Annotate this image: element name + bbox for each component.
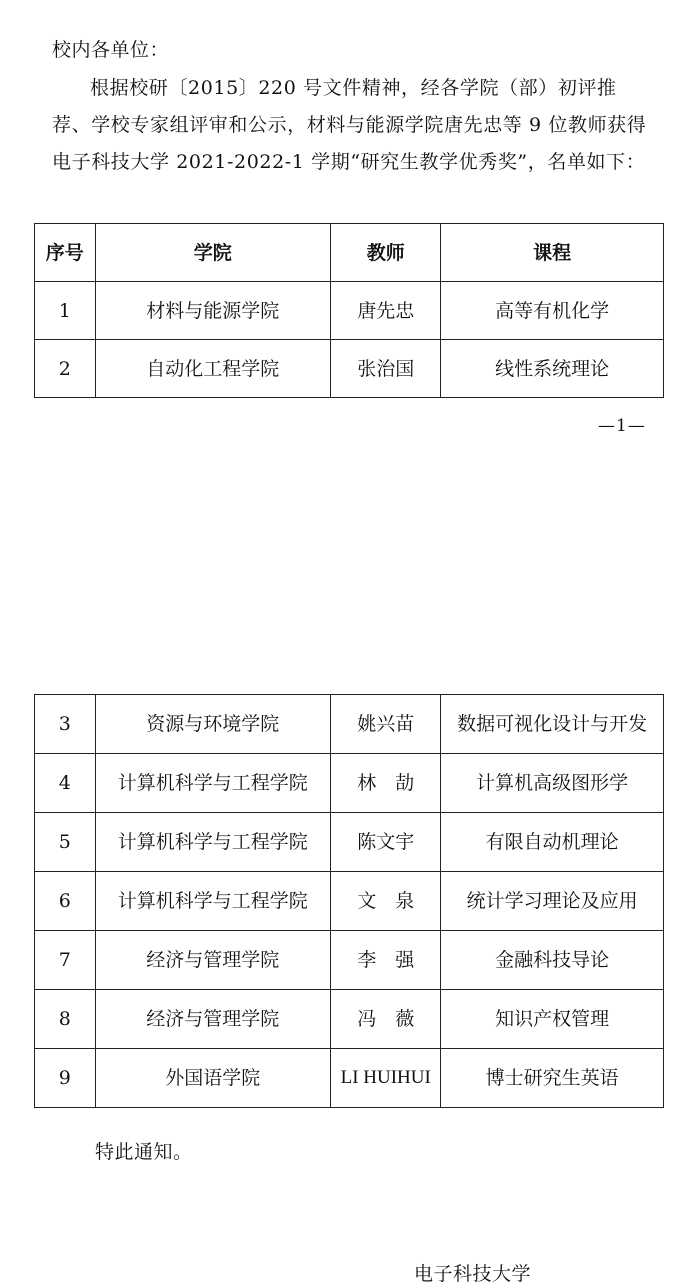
cell-no: 9	[35, 1049, 96, 1108]
cell-college: 计算机科学与工程学院	[95, 813, 331, 872]
page-number: —1—	[598, 416, 646, 436]
cell-course: 统计学习理论及应用	[441, 872, 664, 931]
cell-teacher: 陈文宇	[331, 813, 441, 872]
cell-college: 计算机科学与工程学院	[95, 754, 331, 813]
header-teacher: 教师	[331, 224, 441, 282]
table-row	[35, 754, 664, 813]
salutation: 校内各单位：	[52, 39, 170, 61]
cell-no: 6	[35, 872, 96, 931]
cell-course: 数据可视化设计与开发	[441, 695, 664, 754]
header-college: 学院	[95, 224, 331, 282]
table-row	[35, 813, 664, 872]
cell-course: 线性系统理论	[441, 340, 664, 398]
cell-college: 经济与管理学院	[95, 990, 331, 1049]
header-course: 课程	[441, 224, 664, 282]
cell-no: 5	[35, 813, 96, 872]
cell-no: 4	[35, 754, 96, 813]
table-row	[35, 931, 664, 990]
cell-teacher: 文 泉	[331, 872, 441, 931]
body-paragraph	[52, 70, 652, 181]
cell-teacher: 张治国	[331, 340, 441, 398]
cell-course: 博士研究生英语	[441, 1049, 664, 1108]
cell-no: 3	[35, 695, 96, 754]
cell-college: 计算机科学与工程学院	[95, 872, 331, 931]
cell-college: 外国语学院	[95, 1049, 331, 1108]
table-row	[35, 340, 664, 398]
cell-college: 自动化工程学院	[95, 340, 331, 398]
cell-teacher: LI HUIHUI	[331, 1049, 441, 1108]
cell-no: 7	[35, 931, 96, 990]
award-table-page2	[34, 694, 664, 1108]
body-paragraph-text: 根据校研〔2015〕220 号文件精神，经各学院（部）初评推荐、学校专家组评审和公示，材料与能源学院唐先忠等 9 位教师获得电子科技大学 2021-2022-1 学期“研究生教学优秀奖”，名单如下：	[52, 77, 647, 173]
cell-college: 资源与环境学院	[95, 695, 331, 754]
cell-teacher: 唐先忠	[331, 282, 441, 340]
table-row	[35, 872, 664, 931]
cell-course: 知识产权管理	[441, 990, 664, 1049]
cell-college: 材料与能源学院	[95, 282, 331, 340]
table-row	[35, 282, 664, 340]
cell-teacher: 李 强	[331, 931, 441, 990]
cell-college: 经济与管理学院	[95, 931, 331, 990]
table-row	[35, 990, 664, 1049]
table-row	[35, 695, 664, 754]
closing-text: 特此通知。	[95, 1141, 193, 1163]
cell-teacher: 冯 薇	[331, 990, 441, 1049]
table-header-row	[35, 224, 664, 282]
cell-course: 有限自动机理论	[441, 813, 664, 872]
cell-teacher: 林 劼	[331, 754, 441, 813]
cell-no: 8	[35, 990, 96, 1049]
award-table-page1	[34, 223, 664, 398]
cell-course: 计算机高级图形学	[441, 754, 664, 813]
header-no: 序号	[35, 224, 96, 282]
cell-no: 2	[35, 340, 96, 398]
signature: 电子科技大学	[414, 1263, 532, 1285]
cell-course: 高等有机化学	[441, 282, 664, 340]
cell-teacher: 姚兴苗	[331, 695, 441, 754]
cell-course: 金融科技导论	[441, 931, 664, 990]
table-row	[35, 1049, 664, 1108]
cell-no: 1	[35, 282, 96, 340]
